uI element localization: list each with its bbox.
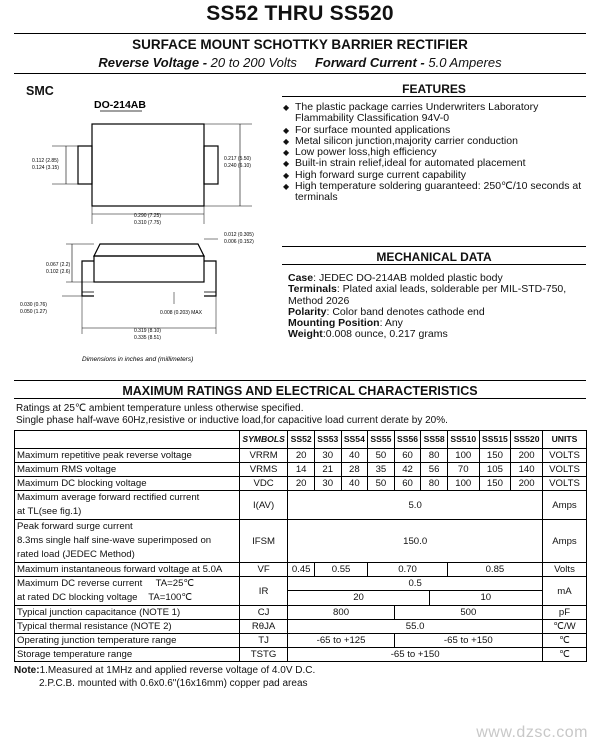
note-1: 1.Measured at 1MHz and applied reverse voltage of 4.0V D.C. xyxy=(39,665,316,676)
value-cell: 80 xyxy=(421,449,448,463)
dim-lead-width-min: 0.124 (3.15) xyxy=(32,165,59,171)
reverse-voltage-value: 20 to 200 Volts xyxy=(210,55,297,70)
table-row-vf xyxy=(15,563,587,577)
ratings-note-2: Single phase half-wave 60Hz,resistive or inductive load,for capacitive load current derate by 20%. xyxy=(16,414,448,426)
table-row-vdc xyxy=(15,477,587,491)
feature-item: ◆ Low power loss,high efficiency xyxy=(283,147,588,158)
features-list xyxy=(283,102,588,204)
param-cell: Typical thermal resistance (NOTE 2) xyxy=(15,620,240,634)
symbols-header: SYMBOLS xyxy=(239,431,288,449)
feature-item: ◆ High temperature soldering guaranteed: 250℃/10 seconds at terminals xyxy=(283,181,588,204)
unit-cell: ℃ xyxy=(542,648,586,662)
mechanical-top-rule xyxy=(282,246,586,247)
part-header: SS56 xyxy=(394,431,421,449)
dim-height-min: 0.067 (2.2) xyxy=(46,262,71,268)
dim-lead-length-max: 0.050 (1.27) xyxy=(20,309,47,315)
footnotes xyxy=(14,664,315,690)
ratings-table xyxy=(14,430,587,662)
symbol-cell: RθJA xyxy=(239,620,288,634)
value-cell: 500 xyxy=(394,606,542,620)
part-header: SS55 xyxy=(368,431,395,449)
polarity-line: Polarity: Color band denotes cathode end xyxy=(288,305,485,318)
value-cell: 40 xyxy=(341,477,368,491)
header-rule xyxy=(14,73,586,74)
value-cell: 60 xyxy=(394,477,421,491)
symbol-cell: IR xyxy=(239,577,288,606)
part-header: SS515 xyxy=(479,431,511,449)
value-cell: 100 xyxy=(447,449,479,463)
watermark: www.dzsc.com xyxy=(476,724,588,741)
value-cell: 56 xyxy=(421,463,448,477)
symbol-cell: TSTG xyxy=(239,648,288,662)
param-cell: Operating junction temperature range xyxy=(15,634,240,648)
ratings-conditions xyxy=(16,403,448,426)
unit-cell: ℃/W xyxy=(542,620,586,634)
mechanical-header: MECHANICAL DATA xyxy=(282,250,586,265)
value-cell: 40 xyxy=(341,449,368,463)
dim-height-max: 0.102 (2.6) xyxy=(46,269,71,275)
unit-cell: Amps xyxy=(542,520,586,563)
table-row-tstg xyxy=(15,648,587,662)
terminals-line: Terminals: Plated axial leads, solderable per MIL-STD-750, Method 2026 xyxy=(288,283,567,307)
feature-item: ◆ Metal silicon junction,majority carrier conduction xyxy=(283,136,588,147)
value-cell: 35 xyxy=(368,463,395,477)
document-title: SS52 THRU SS520 xyxy=(206,2,394,25)
dim-lead-width-max: 0.112 (2.85) xyxy=(32,158,59,164)
features-header: FEATURES xyxy=(282,82,586,97)
forward-current-value: 5.0 Amperes xyxy=(428,55,502,70)
param-cell: Peak forward surge current 8.3ms single half sine-wave superimposed on rated load (JEDEC Method) xyxy=(15,520,240,563)
forward-current-label: Forward Current xyxy=(314,55,417,70)
feature-item: ◆ High forward surge current capability xyxy=(283,170,588,181)
note-2: 2.P.C.B. mounted with 0.6x0.6"(16x16mm) copper pad areas xyxy=(39,678,308,689)
dim-lead-thickness-max: 0.012 (0.305) xyxy=(224,232,254,238)
unit-cell: ℃ xyxy=(542,634,586,648)
title-rule xyxy=(14,33,586,34)
value-cell: 0.45 xyxy=(288,563,315,577)
package-drawing xyxy=(12,96,274,368)
note-label: Note: xyxy=(14,665,40,676)
mechanical-data xyxy=(288,273,588,341)
table-row-vrrm xyxy=(15,449,587,463)
feature-item: ◆ The plastic package carries Underwriters Laboratory Flammability Classification 94V-0 xyxy=(283,102,588,125)
part-header: SS53 xyxy=(314,431,341,449)
param-cell: Maximum average forward rectified current at TL(see fig.1) xyxy=(15,491,240,520)
table-row-tj xyxy=(15,634,587,648)
symbol-cell: CJ xyxy=(239,606,288,620)
value-cell: 150 xyxy=(479,477,511,491)
value-cell: 80 xyxy=(421,477,448,491)
value-cell: 20 xyxy=(288,477,315,491)
table-header-row xyxy=(15,431,587,449)
value-cell: 50 xyxy=(368,477,395,491)
table-row-vrms xyxy=(15,463,587,477)
value-cell: 5.0 xyxy=(288,491,543,520)
weight-line: Weight:0.008 ounce, 0.217 grams xyxy=(288,328,448,341)
param-cell: Maximum instantaneous forward voltage at 5.0A xyxy=(15,563,240,577)
value-cell: 150.0 xyxy=(288,520,543,563)
part-header: SS52 xyxy=(288,431,315,449)
value-cell: 20 xyxy=(288,449,315,463)
value-cell: 70 xyxy=(447,463,479,477)
value-cell: 55.0 xyxy=(288,620,543,634)
symbol-cell: I(AV) xyxy=(239,491,288,520)
value-cell: -65 to +125 xyxy=(288,634,394,648)
value-cell: 60 xyxy=(394,449,421,463)
value-cell: 200 xyxy=(511,477,543,491)
package-name: SMC xyxy=(26,84,54,98)
part-header: SS54 xyxy=(341,431,368,449)
value-cell: -65 to +150 xyxy=(394,634,542,648)
dim-body-width-max: 0.217 (5.50) xyxy=(224,156,251,162)
unit-cell: VOLTS xyxy=(542,449,586,463)
value-cell: 42 xyxy=(394,463,421,477)
value-cell: 150 xyxy=(479,449,511,463)
param-cell: Maximum repetitive peak reverse voltage xyxy=(15,449,240,463)
symbol-cell: VDC xyxy=(239,477,288,491)
dim-body-length-min: 0.310 (7.75) xyxy=(134,220,161,226)
dim-lead-thickness-min: 0.006 (0.152) xyxy=(224,239,254,245)
reverse-voltage-label: Reverse Voltage xyxy=(98,55,200,70)
param-cell: Maximum DC reverse current TA=25℃ at rated DC blocking voltage TA=100℃ xyxy=(15,577,240,606)
unit-cell: VOLTS xyxy=(542,463,586,477)
dim-body-length-max: 0.290 (7.25) xyxy=(134,213,161,219)
table-row-rth xyxy=(15,620,587,634)
max-ratings-header: MAXIMUM RATINGS AND ELECTRICAL CHARACTERISTICS xyxy=(14,384,586,399)
dim-overall-length-min: 0.319 (8.10) xyxy=(134,328,161,334)
mounting-line: Mounting Position: Any xyxy=(288,317,403,330)
table-row-ifsm xyxy=(15,520,587,563)
value-cell: 800 xyxy=(288,606,394,620)
table-row-cj xyxy=(15,606,587,620)
value-cell: 30 xyxy=(314,477,341,491)
unit-cell: mA xyxy=(542,577,586,606)
value-cell: 200 xyxy=(511,449,543,463)
symbol-cell: TJ xyxy=(239,634,288,648)
dim-standoff-max: 0.008 (0.203) MAX xyxy=(160,310,202,316)
dim-overall-length-max: 0.335 (8.51) xyxy=(134,335,161,341)
dim-body-width-min: 0.240 (6.10) xyxy=(224,163,251,169)
value-cell: -65 to +150 xyxy=(288,648,543,662)
table-row-ir xyxy=(15,577,587,606)
value-cell: 28 xyxy=(341,463,368,477)
part-header: SS510 xyxy=(447,431,479,449)
symbol-cell: VRMS xyxy=(239,463,288,477)
table-row-iav xyxy=(15,491,587,520)
param-cell: Maximum DC blocking voltage xyxy=(15,477,240,491)
value-cell: 50 xyxy=(368,449,395,463)
ratings-line: Reverse Voltage - 20 to 200 Volts Forward Current - 5.0 Amperes xyxy=(98,55,502,70)
value-cell: 14 xyxy=(288,463,315,477)
symbol-cell: VRRM xyxy=(239,449,288,463)
dim-lead-length-min: 0.030 (0.76) xyxy=(20,302,47,308)
value-cell: 21 xyxy=(314,463,341,477)
unit-cell: Volts xyxy=(542,563,586,577)
unit-cell: Amps xyxy=(542,491,586,520)
value-cell: 30 xyxy=(314,449,341,463)
param-cell: Storage temperature range xyxy=(15,648,240,662)
ratings-note-1: Ratings at 25℃ ambient temperature unless otherwise specified. xyxy=(16,403,304,414)
dimension-note: Dimensions in inches and (millimeters) xyxy=(82,356,194,363)
value-cell: 0.85 xyxy=(447,563,542,577)
document-subtitle: SURFACE MOUNT SCHOTTKY BARRIER RECTIFIER xyxy=(132,37,468,52)
unit-cell: pF xyxy=(542,606,586,620)
part-header: SS520 xyxy=(511,431,543,449)
part-header: SS58 xyxy=(421,431,448,449)
value-cell: 0.55 xyxy=(314,563,367,577)
param-cell: Typical junction capacitance (NOTE 1) xyxy=(15,606,240,620)
value-cell: 0.5 20 10 xyxy=(288,577,543,606)
symbol-cell: VF xyxy=(239,563,288,577)
feature-item: ◆ For surface mounted applications xyxy=(283,125,588,136)
feature-item: ◆ Built-in strain relief,ideal for automated placement xyxy=(283,158,588,169)
unit-cell: VOLTS xyxy=(542,477,586,491)
ratings-top-rule xyxy=(14,380,586,381)
symbol-cell: IFSM xyxy=(239,520,288,563)
case-line: Case: JEDEC DO-214AB molded plastic body xyxy=(288,272,503,284)
units-header: UNITS xyxy=(542,431,586,449)
package-code: DO-214AB xyxy=(94,99,146,111)
value-cell: 100 xyxy=(447,477,479,491)
value-cell: 140 xyxy=(511,463,543,477)
value-cell: 105 xyxy=(479,463,511,477)
param-cell: Maximum RMS voltage xyxy=(15,463,240,477)
value-cell: 0.70 xyxy=(368,563,448,577)
